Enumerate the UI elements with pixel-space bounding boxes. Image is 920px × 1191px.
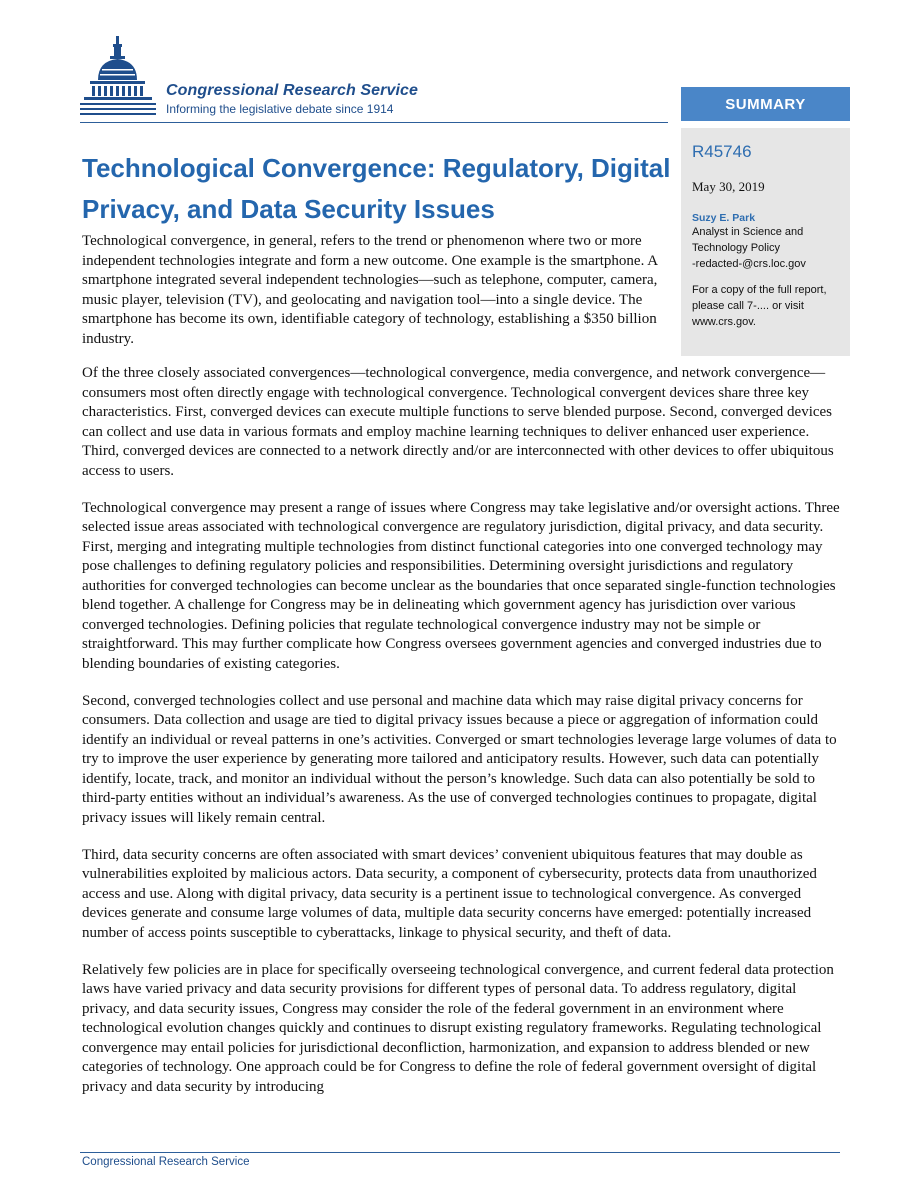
document-body	[82, 364, 842, 1115]
body-paragraph: Of the three closely associated convergences—technological convergence, media convergence, and network convergence—consumers most often directly engage with technological convergence. Technological convergent devices share three key characteristics. First, converged devices can execute multiple functions to serve blended purpose. Second, converged devices can collect and use data in various formats and employ machine learning techniques to deliver enhanced user experience. Third, converged devices are connected to a network directly and/or are interconnected with other devices to offer ubiquitous access to users.	[82, 365, 834, 479]
author-name: Suzy E. Park	[692, 212, 756, 224]
report-date: May 30, 2019	[692, 179, 765, 194]
body-paragraph: Relatively few policies are in place for specifically overseeing technological convergence, and current federal data protection laws have varied privacy and data security provisions for different types of personal data. To address regulatory, digital privacy, and data security issues, Congress may consider the role of the federal government in an environment where technological evolution changes quickly and continues to disrupt existing regulatory frameworks. Regulating technological convergence may entail policies for jurisdictional deconfliction, harmonization, and expansion to address blended or new categories of technology. One approach could be for Congress to define the role of federal government oversight of digital privacy and data security by introducing	[82, 961, 834, 1095]
intro-paragraph: Technological convergence, in general, refers to the trend or phenomenon where two or more independent technologies integrate and form a new outcome. One example is the smartphone. A smartphone integrated several independent technologies—such as telephone, computer, camera, music player, television (TV), and geolocating and navigation tool—into a single device. The smartphone has become its own, identifiable category of technology, establishing a $350 billion industry.	[82, 233, 658, 347]
copy-note: For a copy of the full report, please call 7-.... or visit www.crs.gov.	[692, 284, 827, 328]
body-paragraph: Third, data security concerns are often associated with smart devices’ convenient ubiquitous features that may double as vulnerabilities exploited by malicious actors. Data security, a component of cybersecurity, protects data from unauthorized access and use. Along with digital privacy, data security is a pertinent issue to technological convergence. As converged devices generate and consume large volumes of data, multiple data security concerns have emerged: potentially increased number of access points susceptible to cyberattacks, linkage to physical security, and theft of data.	[82, 846, 817, 941]
author-email: -redacted-@crs.loc.gov	[692, 258, 806, 270]
author-title-line2: Technology Policy	[692, 242, 781, 254]
body-paragraph: Technological convergence may present a range of issues where Congress may take legislative and/or oversight actions. Three selected issue areas associated with technological convergence are regulatory jurisdiction, digital privacy, and data security. First, merging and integrating multiple technologies from distinct functional categories into one converged technology may pose challenges to defining regulatory policies and responsibilities. Determining oversight jurisdictions and regulatory authorities for converged technologies can become unclear as the boundaries that once separated single-function technologies blend together. A challenge for Congress may be in delineating which government agency has jurisdiction over various converged technologies. Defining policies that regulate technological convergence industry may not be simple or straightforward. This may further complicate how Congress oversees government agencies and converged industries due to blending boundaries of existing categories.	[82, 499, 840, 672]
summary-sidebar	[681, 128, 850, 356]
author-title-line1: Analyst in Science and	[692, 226, 804, 238]
crs-logo	[80, 34, 480, 124]
document-title: Technological Convergence: Regulatory, Digital Privacy, and Data Security Issues	[82, 153, 671, 224]
org-name: Congressional Research Service	[166, 82, 419, 99]
footer-divider	[80, 1152, 840, 1153]
org-tagline: Informing the legislative debate since 1914	[166, 102, 394, 116]
capitol-dome-icon	[80, 34, 162, 124]
summary-tab: SUMMARY	[681, 87, 850, 121]
footer-text: Congressional Research Service	[82, 1156, 250, 1168]
body-paragraph: Second, converged technologies collect and use personal and machine data which may raise digital privacy concerns for consumers. Data collection and usage are tied to digital privacy issues because a piece or aggregation of information could identify an individual or reveal patterns in one’s activities. Converged or smart technologies leverage large volumes of data to try to improve the user experience by generating more tailored and anticipatory results. However, such data can potentially identify, locate, track, and monitor an individual without the person’s knowledge. Such data can also potentially be sold to third-party entities without an individual’s awareness. As the use of converged technologies continues to propagate, digital privacy issues will likely remain central.	[82, 692, 837, 826]
report-number: R45746	[692, 142, 752, 161]
header-divider	[80, 122, 668, 123]
